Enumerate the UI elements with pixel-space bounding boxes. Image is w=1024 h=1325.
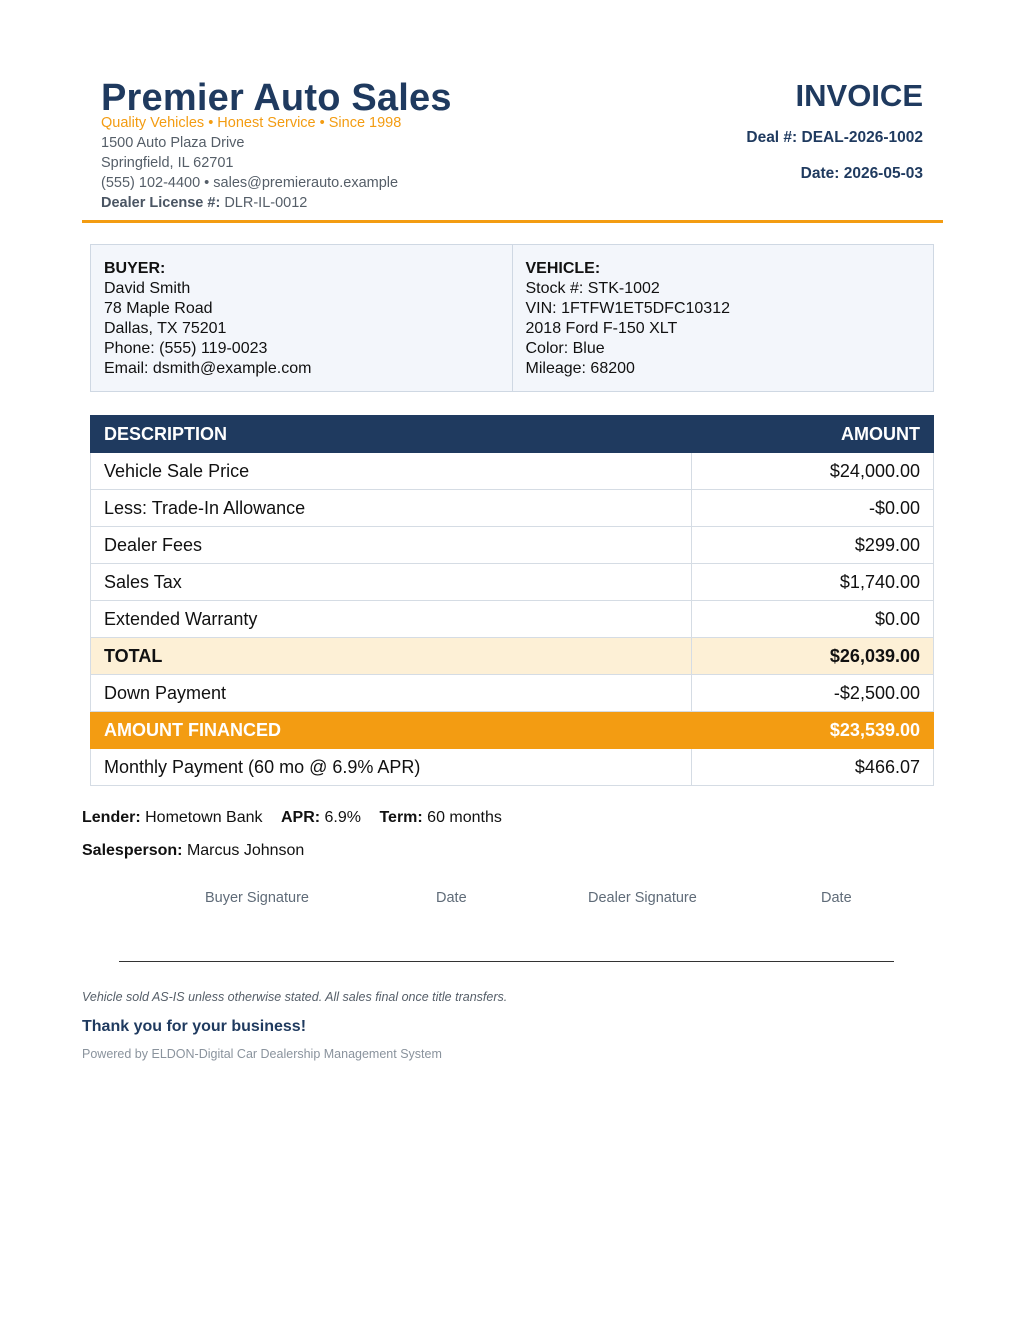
- row-description: Dealer Fees: [91, 527, 692, 564]
- row-amount: $466.07: [692, 749, 934, 786]
- dealer-tagline: Quality Vehicles • Honest Service • Since 1998: [101, 115, 402, 131]
- buyer-phone: Phone: (555) 119-0023: [104, 340, 268, 357]
- row-description: Monthly Payment (60 mo @ 6.9% APR): [91, 749, 692, 786]
- table-row: [91, 490, 934, 527]
- header-divider: [82, 220, 943, 223]
- table-row: [91, 564, 934, 601]
- row-description: Extended Warranty: [91, 601, 692, 638]
- row-amount: -$0.00: [692, 490, 934, 527]
- dealer-license: [101, 193, 621, 213]
- invoice-title: INVOICE: [795, 78, 923, 113]
- column-header-amount: AMOUNT: [692, 416, 934, 453]
- term-label: Term:: [379, 809, 423, 826]
- row-amount: $0.00: [692, 601, 934, 638]
- row-description: Down Payment: [91, 675, 692, 712]
- total-row: [91, 638, 934, 675]
- dealer-contact: (555) 102-4400 • sales@premierauto.example: [101, 175, 399, 191]
- salesperson-value: Marcus Johnson: [186, 842, 305, 859]
- vehicle-color: Color: Blue: [525, 340, 605, 357]
- table-row: [91, 749, 934, 786]
- row-amount: $1,740.00: [692, 564, 934, 601]
- buyer-signature-label: Buyer Signature: [205, 890, 309, 906]
- buyer-name: David Smith: [104, 280, 191, 297]
- dealer-signature-label: Dealer Signature: [588, 890, 697, 906]
- invoice-header: [82, 76, 943, 220]
- buyer-vehicle-box: [90, 244, 934, 392]
- row-description: Vehicle Sale Price: [91, 453, 692, 490]
- dealer-license-value: DLR-IL-0012: [224, 195, 308, 211]
- dealer-name: Premier Auto Sales: [101, 77, 452, 119]
- lender-label: Lender:: [82, 809, 141, 826]
- vehicle-heading: VEHICLE:: [525, 260, 601, 277]
- table-row: [91, 453, 934, 490]
- dealer-signature-date-label: Date: [821, 890, 852, 906]
- vehicle-info: [512, 245, 934, 391]
- term-value: 60 months: [427, 809, 502, 826]
- row-amount: $299.00: [692, 527, 934, 564]
- apr-value: 6.9%: [324, 809, 361, 826]
- amount-financed-row: [91, 712, 934, 749]
- table-header-row: [91, 416, 934, 453]
- buyer-signature-date-label: Date: [436, 890, 467, 906]
- table-row: [91, 601, 934, 638]
- total-label: TOTAL: [91, 638, 692, 675]
- row-amount: -$2,500.00: [692, 675, 934, 712]
- total-amount: $26,039.00: [692, 638, 934, 675]
- buyer-email: Email: dsmith@example.com: [104, 360, 312, 377]
- dealer-address-line2: Springfield, IL 62701: [101, 155, 234, 171]
- signature-line: [119, 961, 894, 962]
- thank-you-message: Thank you for your business!: [82, 1018, 307, 1035]
- amount-financed-label: AMOUNT FINANCED: [91, 712, 692, 749]
- vehicle-stock: Stock #: STK-1002: [525, 280, 660, 297]
- apr-label: APR:: [280, 809, 321, 826]
- invoice-meta: [746, 76, 923, 184]
- buyer-city: Dallas, TX 75201: [104, 320, 227, 337]
- row-description: Less: Trade-In Allowance: [91, 490, 692, 527]
- table-row: [91, 675, 934, 712]
- dealer-info: [101, 76, 621, 213]
- buyer-info: [91, 245, 512, 391]
- vehicle-vin: VIN: 1FTFW1ET5DFC10312: [525, 300, 730, 317]
- dealer-license-label: Dealer License #:: [101, 195, 221, 211]
- salesperson: [82, 841, 304, 861]
- salesperson-label: Salesperson:: [82, 842, 183, 859]
- financing-terms: [82, 808, 502, 828]
- lender-value: Hometown Bank: [145, 809, 263, 826]
- vehicle-mileage: Mileage: 68200: [525, 360, 635, 377]
- column-header-description: DESCRIPTION: [91, 416, 692, 453]
- table-row: [91, 527, 934, 564]
- line-items-table: [90, 415, 934, 786]
- buyer-street: 78 Maple Road: [104, 300, 213, 317]
- row-description: Sales Tax: [91, 564, 692, 601]
- vehicle-model: 2018 Ford F-150 XLT: [525, 320, 678, 337]
- buyer-heading: BUYER:: [104, 260, 166, 277]
- amount-financed-value: $23,539.00: [692, 712, 934, 749]
- deal-number: Deal #: DEAL-2026-1002: [746, 129, 923, 146]
- powered-by: Powered by ELDON-Digital Car Dealership Management System: [82, 1047, 442, 1061]
- dealer-address-line1: 1500 Auto Plaza Drive: [101, 135, 245, 151]
- row-amount: $24,000.00: [692, 453, 934, 490]
- invoice-date: Date: 2026-05-03: [800, 165, 923, 182]
- sale-disclaimer: Vehicle sold AS-IS unless otherwise stated. All sales final once title transfers.: [82, 990, 508, 1004]
